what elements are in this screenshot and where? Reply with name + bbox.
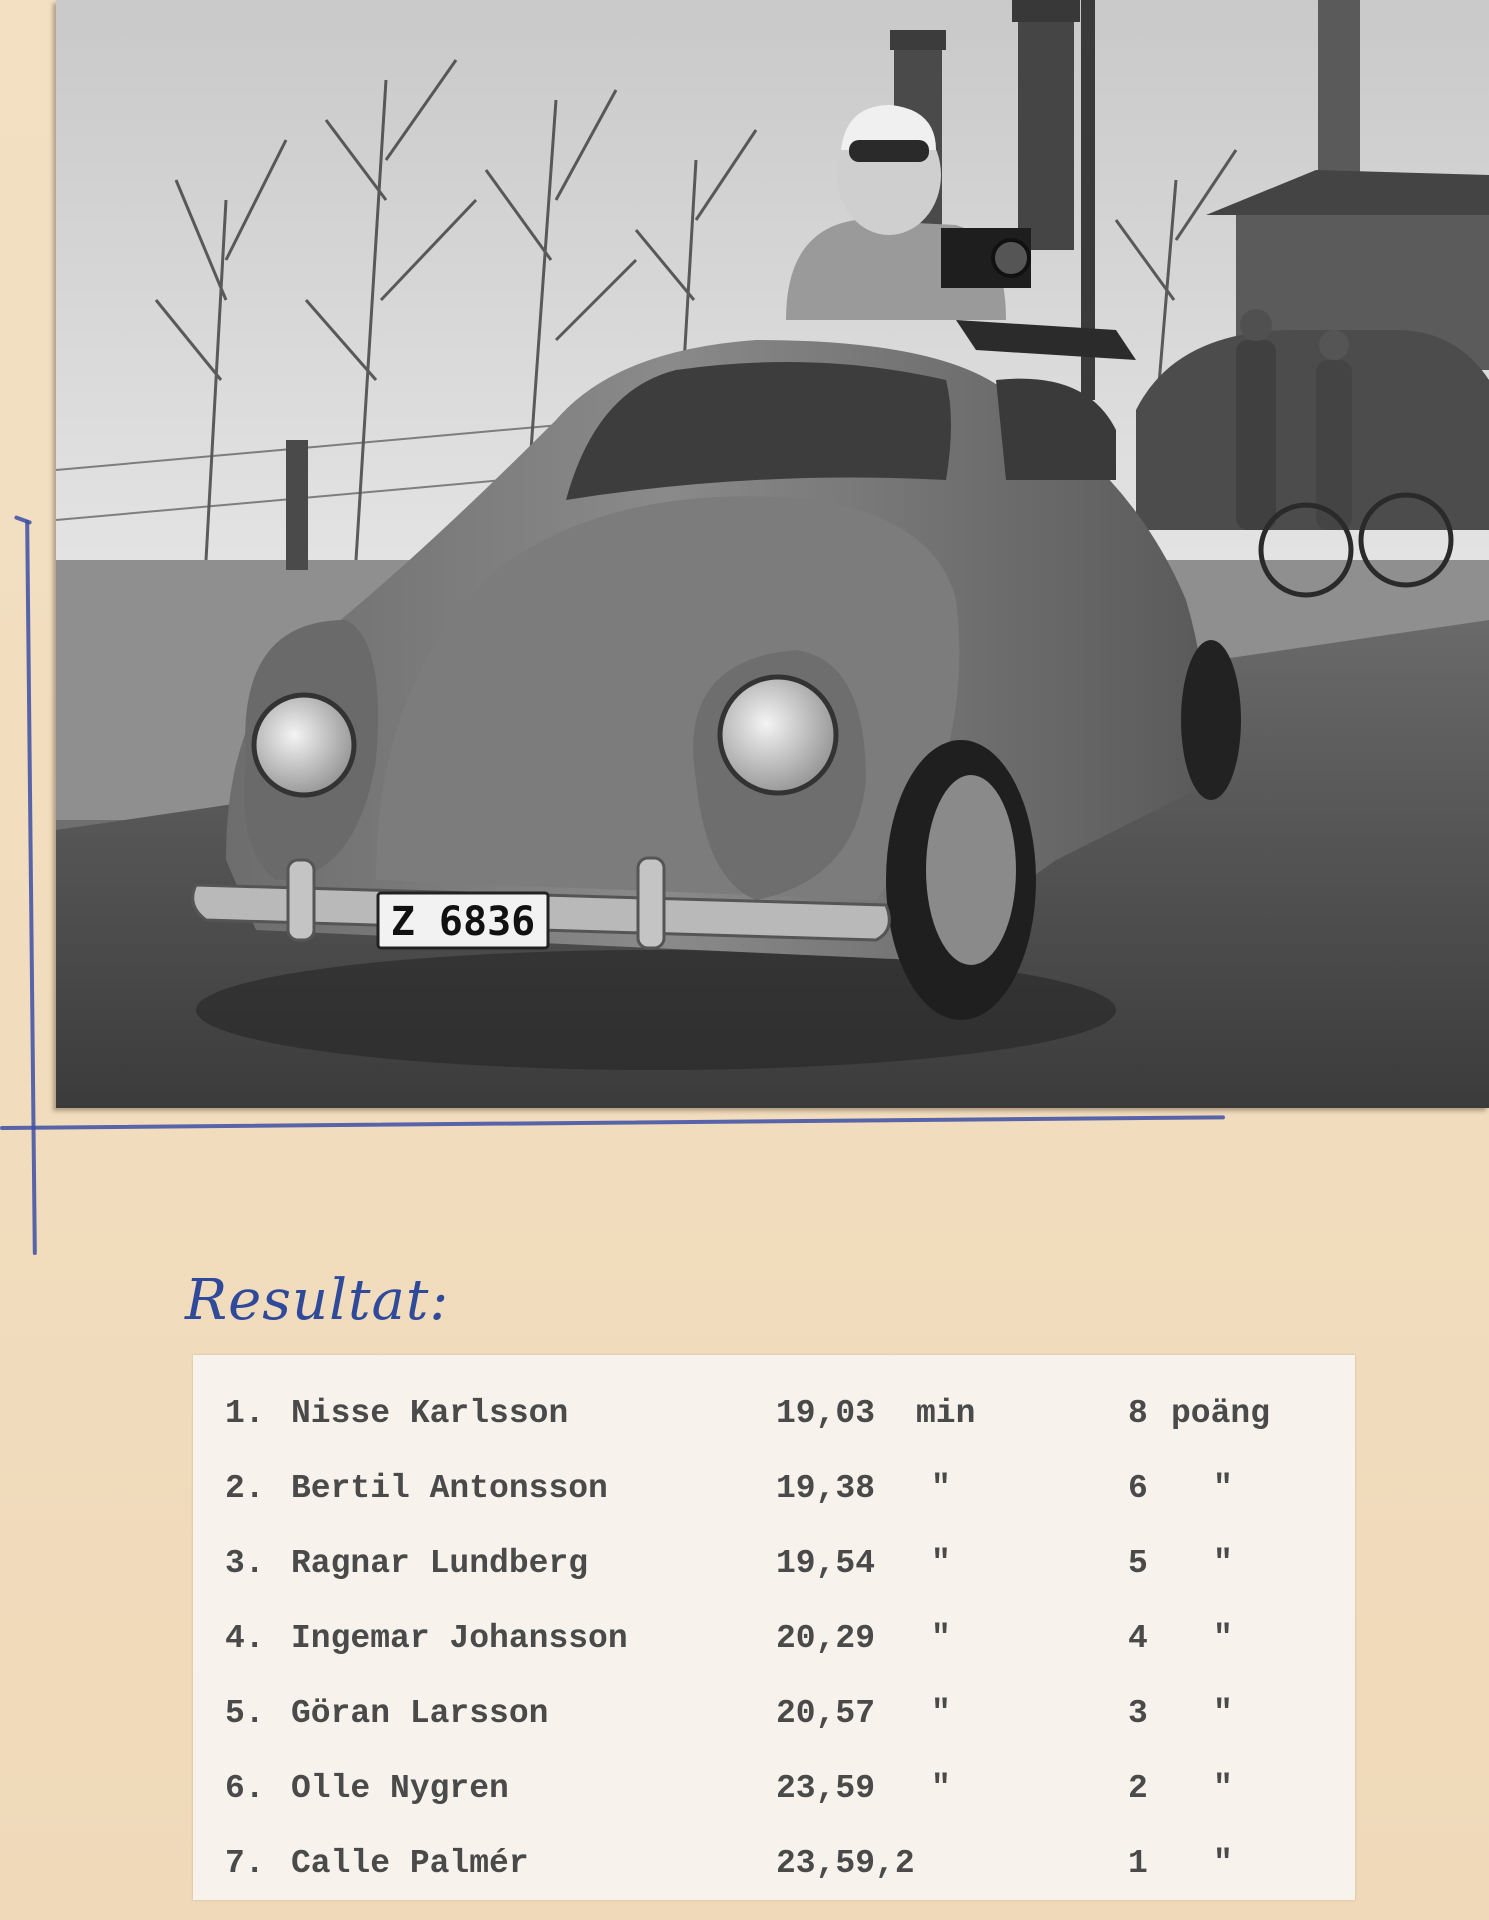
- photo-illustration: [56, 0, 1489, 1108]
- licence-plate: [378, 893, 548, 948]
- result-points-unit: ": [1213, 1695, 1233, 1732]
- result-time: 23,59: [776, 1770, 876, 1807]
- result-points-unit: ": [1213, 1770, 1233, 1807]
- result-row: [193, 1395, 1355, 1455]
- margin-line-horizontal: [0, 1115, 1225, 1130]
- result-row: [193, 1545, 1355, 1605]
- result-points: 4: [1128, 1620, 1148, 1657]
- result-rank: 6.: [225, 1770, 265, 1807]
- result-time: 20,57: [776, 1695, 876, 1732]
- result-time: 19,03: [776, 1395, 876, 1432]
- licence-plate-text: Z 6836: [390, 899, 536, 945]
- margin-line-vertical: [25, 520, 37, 1255]
- margin-mark-hook: [14, 515, 32, 525]
- result-rank: 5.: [225, 1695, 265, 1732]
- result-points: 5: [1128, 1545, 1148, 1582]
- result-name: Nisse Karlsson: [291, 1395, 569, 1432]
- result-rank: 4.: [225, 1620, 265, 1657]
- results-heading: Resultat:: [185, 1268, 450, 1333]
- result-rank: 2.: [225, 1470, 265, 1507]
- result-name: Bertil Antonsson: [291, 1470, 608, 1507]
- result-row: [193, 1845, 1355, 1905]
- result-name: Olle Nygren: [291, 1770, 509, 1807]
- result-points: 8: [1128, 1395, 1148, 1432]
- result-time-unit: ": [931, 1770, 951, 1807]
- result-points: 3: [1128, 1695, 1148, 1732]
- result-rank: 1.: [225, 1395, 265, 1432]
- result-time-unit: ": [931, 1545, 951, 1582]
- result-time-unit: ": [931, 1470, 951, 1507]
- result-time: 19,38: [776, 1470, 876, 1507]
- result-rank: 3.: [225, 1545, 265, 1582]
- result-rank: 7.: [225, 1845, 265, 1882]
- result-points-unit: ": [1213, 1470, 1233, 1507]
- result-name: Calle Palmér: [291, 1845, 529, 1882]
- results-slip: [193, 1355, 1355, 1900]
- result-time-unit: ": [931, 1620, 951, 1657]
- result-time: 20,29: [776, 1620, 876, 1657]
- result-points: 1: [1128, 1845, 1148, 1882]
- result-points: 6: [1128, 1470, 1148, 1507]
- result-row: [193, 1695, 1355, 1755]
- result-row: [193, 1470, 1355, 1530]
- result-points: 2: [1128, 1770, 1148, 1807]
- result-row: [193, 1620, 1355, 1680]
- result-time-unit: ": [931, 1695, 951, 1732]
- result-name: Ingemar Johansson: [291, 1620, 628, 1657]
- result-name: Ragnar Lundberg: [291, 1545, 589, 1582]
- result-name: Göran Larsson: [291, 1695, 549, 1732]
- photograph: [56, 0, 1489, 1108]
- result-time-unit: min: [916, 1395, 976, 1432]
- result-points-unit: poäng: [1171, 1395, 1271, 1432]
- result-row: [193, 1770, 1355, 1830]
- result-time: 23,59,2: [776, 1845, 915, 1882]
- result-points-unit: ": [1213, 1620, 1233, 1657]
- result-points-unit: ": [1213, 1845, 1233, 1882]
- result-time: 19,54: [776, 1545, 876, 1582]
- result-points-unit: ": [1213, 1545, 1233, 1582]
